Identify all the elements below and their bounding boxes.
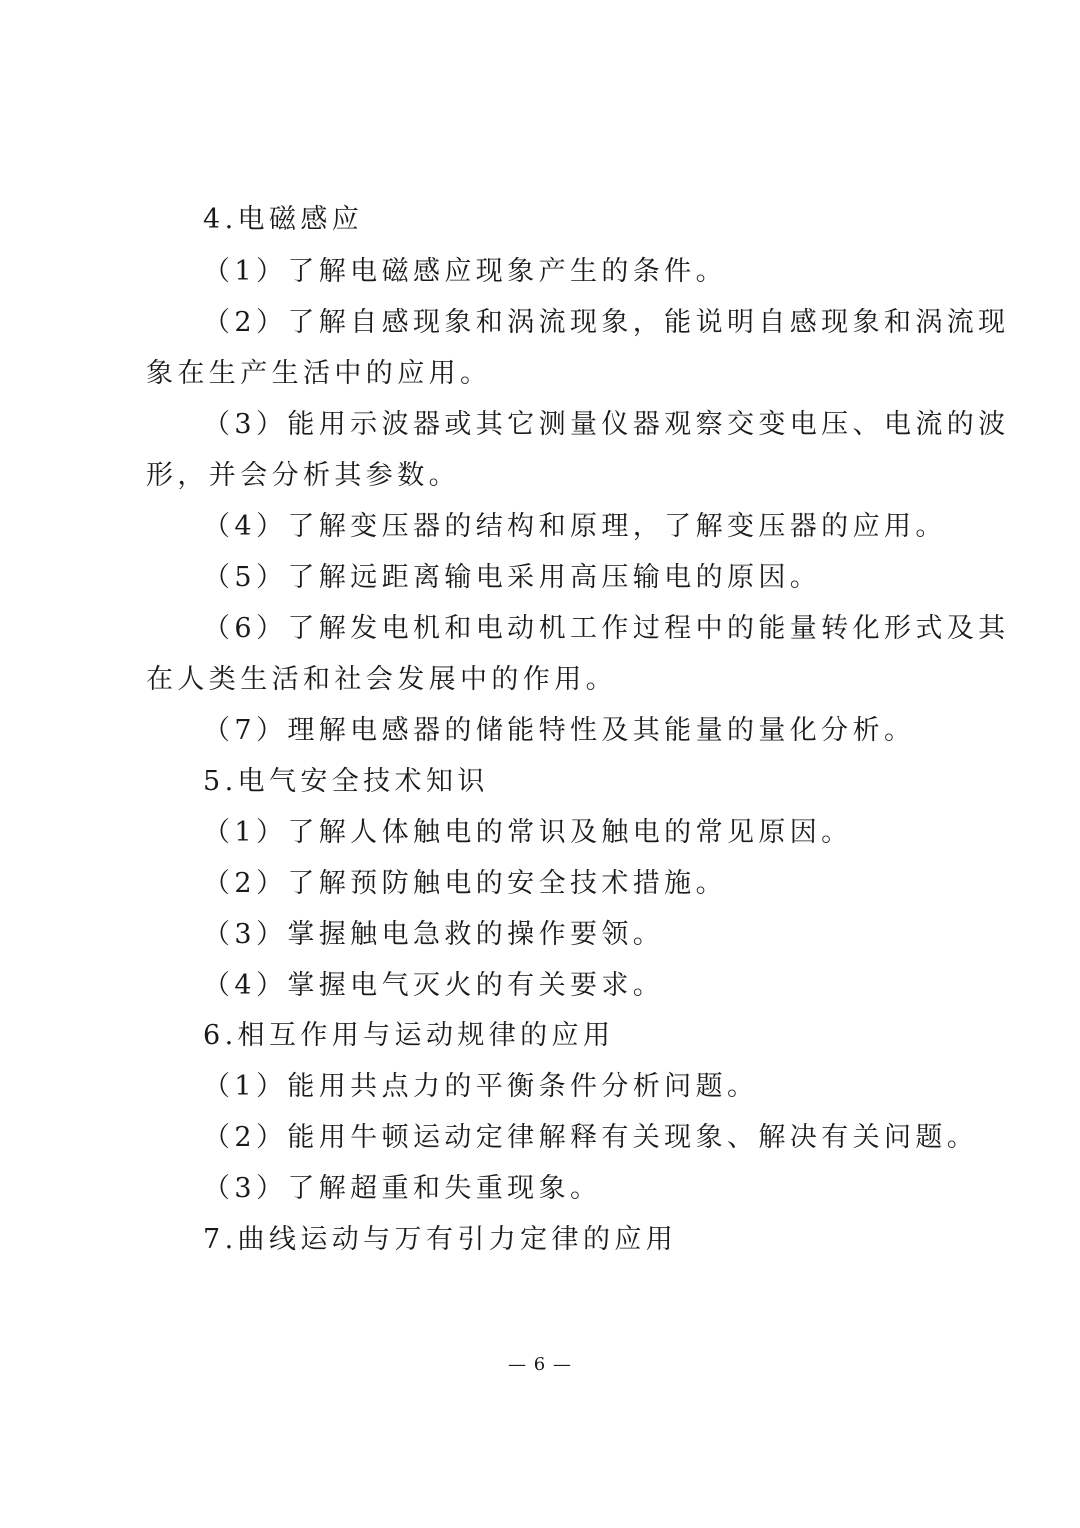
paragraph-6-2: （2）能用牛顿运动定律解释有关现象、解决有关问题。	[203, 1122, 979, 1153]
paragraph-6-1: （1）能用共点力的平衡条件分析问题。	[203, 1071, 759, 1102]
page-number: — 6 —	[508, 1354, 572, 1375]
paragraph-5-4: （4）掌握电气灭火的有关要求。	[203, 970, 665, 1001]
paragraph-4-4: （4）了解变压器的结构和原理，了解变压器的应用。	[203, 511, 947, 542]
section-heading-7: 7.曲线运动与万有引力定律的应用	[203, 1224, 678, 1255]
paragraph-4-5: （5）了解远距离输电采用高压输电的原因。	[203, 562, 822, 593]
paragraph-4-6-cont: 在人类生活和社会发展中的作用。	[146, 664, 617, 695]
paragraph-4-7: （7）理解电感器的储能特性及其能量的量化分析。	[203, 715, 916, 746]
paragraph-4-1: （1）了解电磁感应现象产生的条件。	[203, 256, 727, 287]
paragraph-4-2: （2）了解自感现象和涡流现象，能说明自感现象和涡流现	[203, 307, 1010, 338]
paragraph-4-6: （6）了解发电机和电动机工作过程中的能量转化形式及其	[203, 613, 1010, 644]
paragraph-5-3: （3）掌握触电急救的操作要领。	[203, 919, 665, 950]
section-heading-5: 5.电气安全技术知识	[203, 766, 489, 797]
section-heading-4: 4.电磁感应	[203, 204, 364, 235]
section-heading-6: 6.相互作用与运动规律的应用	[203, 1020, 615, 1051]
paragraph-4-2-cont: 象在生产生活中的应用。	[146, 358, 492, 389]
paragraph-5-1: （1）了解人体触电的常识及触电的常见原因。	[203, 817, 853, 848]
paragraph-5-2: （2）了解预防触电的安全技术措施。	[203, 868, 727, 899]
paragraph-4-3-cont: 形，并会分析其参数。	[146, 460, 460, 491]
paragraph-6-3: （3）了解超重和失重现象。	[203, 1173, 602, 1204]
paragraph-4-3: （3）能用示波器或其它测量仪器观察交变电压、电流的波	[203, 409, 1010, 440]
